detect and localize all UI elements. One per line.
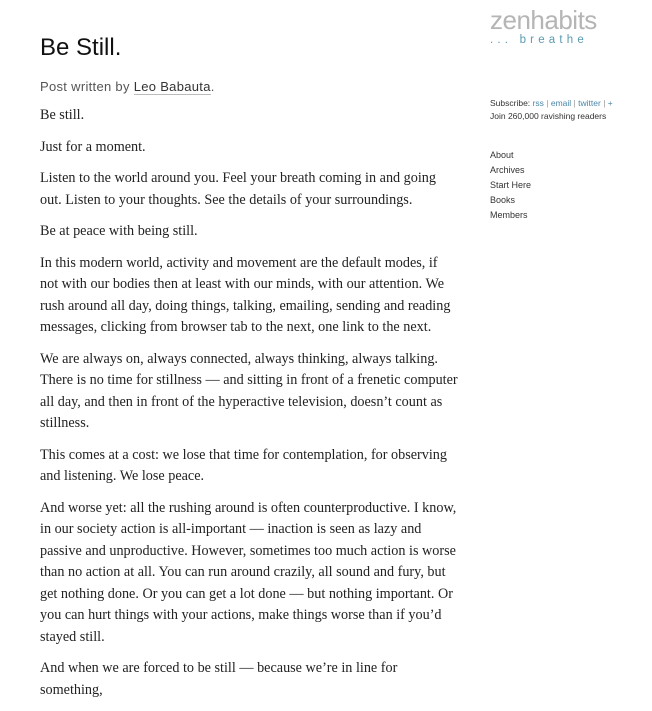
- logo-name: zenhabits: [490, 5, 597, 35]
- email-link[interactable]: email: [550, 98, 572, 108]
- nav-item-members: [490, 208, 531, 223]
- rss-link[interactable]: rss: [532, 98, 544, 108]
- byline: [40, 79, 215, 94]
- post-paragraph: And when we are forced to be still — because we’re in line for something,: [40, 660, 398, 698]
- post-title: Be Still.: [40, 34, 122, 61]
- nav-item-start-here: [490, 178, 531, 193]
- sidebar-nav: [490, 148, 531, 223]
- byline-prefix: Post written by: [40, 79, 130, 94]
- post-paragraph: Listen to the world around you. Feel your breath coming in and going out. Listen to your thoughts. See the details of your surroundings.: [40, 170, 436, 208]
- subscribe-line: [490, 97, 613, 110]
- nav-link-archives[interactable]: Archives: [490, 165, 525, 175]
- separator: |: [546, 98, 549, 108]
- post-paragraph: Be still.: [40, 107, 85, 123]
- post-paragraph: Be at peace with being still.: [40, 223, 198, 239]
- subscribe-label: Subscribe:: [490, 98, 531, 108]
- subscribe-box: [490, 97, 613, 123]
- twitter-link[interactable]: twitter: [578, 98, 601, 108]
- separator: |: [603, 98, 606, 108]
- nav-item-books: [490, 193, 531, 208]
- plus-link[interactable]: +: [607, 98, 613, 108]
- byline-suffix: .: [210, 79, 215, 94]
- separator: |: [573, 98, 576, 108]
- post-paragraph: Just for a moment.: [40, 138, 146, 155]
- post-paragraph: And worse yet: all the rushing around is often counterproductive. I know, in our society action is all-important — inaction is seen as lazy and passive and unproductive. However, sometimes too much action is worse than no action at all. You can run around crazily, all sound and fury, but get nothing done. Or you can get a lot done — but nothing important. Or you can hurt things with your actions, make things worse than if you’d stayed still.: [40, 499, 457, 645]
- post-paragraph: We are always on, always connected, always thinking, always talking. There is no time for stillness — and sitting in front of a frenetic computer all day, and then in front of the hyperactive television, doesn’t count as stillness.: [40, 350, 458, 431]
- site-logo[interactable]: [490, 6, 640, 46]
- post-content: [40, 105, 458, 711]
- nav-link-members[interactable]: Members: [490, 210, 528, 220]
- post-paragraph: In this modern world, activity and movement are the default modes, if not with our bodies then at least with our minds, with our attention. We rush around all day, doing things, talking, emailing, sending and reading messages, clicking from browser tab to the next, one link to the next.: [40, 254, 451, 335]
- nav-item-archives: [490, 163, 531, 178]
- post-paragraph: This comes at a cost: we lose that time for contemplation, for observing and listening. We lose peace.: [40, 446, 447, 484]
- nav-item-about: [490, 148, 531, 163]
- nav-link-books[interactable]: Books: [490, 195, 516, 205]
- nav-link-start-here[interactable]: Start Here: [490, 180, 532, 190]
- readers-count: Join 260,000 ravishing readers: [490, 111, 607, 121]
- logo-tagline: ... breathe: [490, 34, 588, 46]
- author-link[interactable]: Leo Babauta: [133, 79, 211, 94]
- nav-link-about[interactable]: About: [490, 150, 514, 160]
